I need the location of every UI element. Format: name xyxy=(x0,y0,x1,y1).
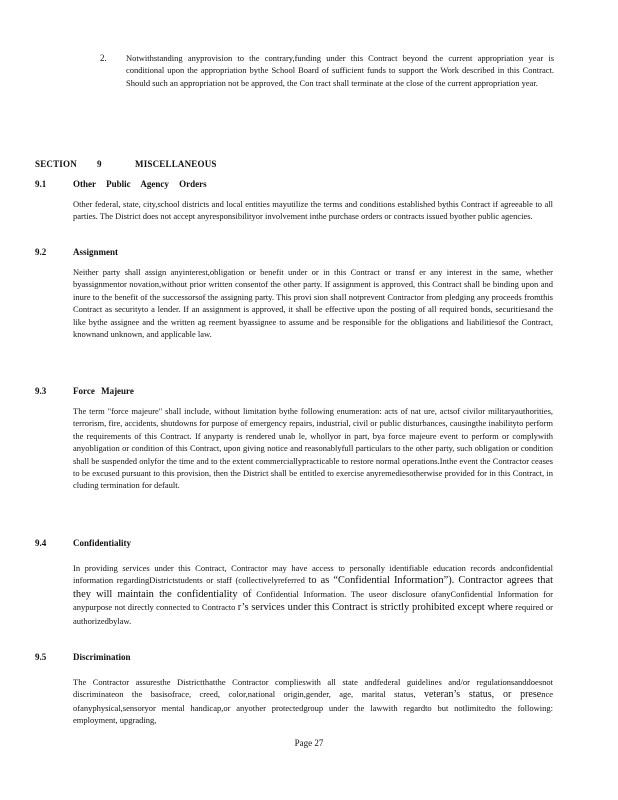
confidentiality-text-4: r’s services under this Contract is strictly prohibited except where xyxy=(237,602,513,614)
section-number: 9 xyxy=(97,159,102,169)
confidentiality-paragraph xyxy=(73,562,553,627)
section-label: SECTION xyxy=(35,159,77,169)
discrimination-text-3: nce ofanyphysical,sensoryor mental handicap,or anyother protectedgroup under the lawwith regardto but notlimitedto the following: employment, upgrading, xyxy=(73,689,553,726)
page-number: Page 27 xyxy=(294,738,324,748)
list-item-number: 2. xyxy=(100,53,107,63)
subsection-title: Discrimination xyxy=(73,652,131,662)
confidentiality-text-1: In providing services under this Contract, Contractor may have access to personally identifiable education records andconfidential information regardingDistrictstudents or staff (collectivelyreferred xyxy=(73,563,553,586)
subsection-number: 9.4 xyxy=(35,538,47,548)
subsection-title: Force Majeure xyxy=(73,386,134,396)
subsection-title: Confidentiality xyxy=(73,538,132,548)
confidentiality-text-5: required or authorizedbylaw. xyxy=(73,602,553,626)
subsection-number: 9.5 xyxy=(35,652,47,662)
subsection-paragraph: Neither party shall assign anyinterest,obligation or benefit under or in this Contract or transf er any interest in the same, whether byassignmentor novation,without prior written consentof the other party. If assignment is approved, this Contract shall be binding upon and inure to the benefit of the successorsof the assigning party. This provi sion shall notprevent Contractor from pledging any proceeds fromthis Contract as securityto a lender. If an assignment is approved, it shall be effective upon the posting of all required bonds, securitiesand the like bythe assignee and the written ag reement byassignee to assume and be responsible for the obligations and liabilitiesof the Contract, knownand unknown, and applicable law. xyxy=(73,267,553,340)
discrimination-text-2: veteran’s status, or prese xyxy=(424,689,542,701)
confidentiality-text-3: Confidential Information. The useor disclosure ofanyConfidential Information for anypurpose not directly connected to Contracto xyxy=(73,588,554,613)
subsection-number: 9.2 xyxy=(35,247,47,257)
subsection-title: Other Public Agency Orders xyxy=(73,179,207,189)
subsection-paragraph: The term "force majeure" shall include, without limitation bythe following enumeration: acts of nat ure, actsof civilor militaryauthorities, terrorism, fire, accidents, shutdowns for purpose of emergency repairs, industrial, civil or public disturbances, causingthe inabilityto perform the requirements of this Contract. If anyparty is rendered unab le, whollyor in part, bya force majeure event to perform or complywith anyobligation or condition of this Contract, upon giving notice and reasonablyfull particulars to the other party, such obligation or condition shall be suspended onlyfor the time and to the extent commerciallypracticable to restore normal operations.Inthe event the Contractor ceases to be excused pursuant to this provision, then the District shall be entitled to exercise anyremediesotherwise provided for in this Contract, in cluding termination for default. xyxy=(73,406,553,491)
subsection-title: Assignment xyxy=(73,247,119,257)
section-heading xyxy=(35,159,217,169)
discrimination-paragraph xyxy=(73,676,553,727)
section-title: MISCELLANEOUS xyxy=(135,159,217,169)
confidentiality-text-2: to as “Confidential Information”). Contractor agrees that they will maintain the confidentiality of xyxy=(73,575,554,600)
subsection-number: 9.1 xyxy=(35,179,47,189)
discrimination-text-1: The Contractor assuresthe Districtthatthe Contractor complieswith all state andfederal guidelines and/or regulationsanddoesnot discriminateon the basisofrace, creed, color,national origin,gender, age, marital status, xyxy=(73,677,553,700)
funding-paragraph: Notwithstanding anyprovision to the contrary,funding under this Contract beyond the current appropriation year is conditional upon the appropriation bythe School Board of sufficient funds to support the Work described in this Contract. Should such an appropriation not be approved, the Con tract shall terminate at the close of the current appropriation year. xyxy=(126,53,554,88)
subsection-paragraph: Other federal, state, city,school districts and local entities mayutilize the terms and conditions established bythis Contract if agreeable to all parties. The District does not accept anyresponsibilityor involvement inthe purchase orders or contracts issued byother public agencies. xyxy=(73,199,553,222)
subsection-number: 9.3 xyxy=(35,386,47,396)
